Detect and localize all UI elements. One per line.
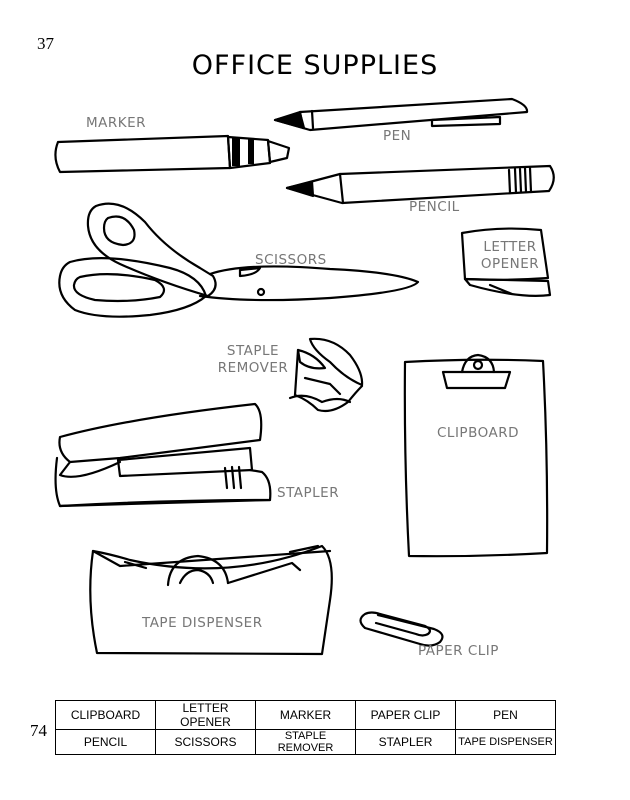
marker-icon [55, 136, 289, 172]
word-bank-row [56, 730, 556, 755]
label-tape-dispenser: TAPE DISPENSER [142, 615, 263, 631]
stapler-icon [56, 404, 271, 506]
word-bank-row [56, 701, 556, 730]
label-paper-clip: PAPER CLIP [418, 643, 499, 659]
staple-remover-icon [290, 339, 362, 411]
word-bank-table [55, 700, 556, 755]
label-letter-opener [472, 239, 548, 273]
label-pen: PEN [383, 128, 412, 144]
word-bank-cell: STAPLE REMOVER [256, 730, 356, 755]
page-number-bottom: 74 [30, 721, 47, 740]
paper-clip-icon [361, 613, 443, 646]
label-letter-opener-line1: LETTER [483, 239, 537, 255]
label-marker: MARKER [86, 115, 147, 131]
label-scissors: SCISSORS [255, 252, 327, 268]
label-clipboard: CLIPBOARD [437, 425, 519, 441]
label-letter-opener-line2: OPENER [480, 256, 540, 272]
word-bank-cell: STAPLER [356, 730, 456, 755]
tape-dispenser-icon [90, 546, 332, 654]
word-bank-cell: MARKER [256, 701, 356, 730]
pen-icon [275, 99, 527, 130]
label-stapler: STAPLER [277, 485, 340, 501]
scissors-icon [59, 204, 418, 317]
label-staple-remover [213, 343, 293, 377]
word-bank-cell: CLIPBOARD [56, 701, 156, 730]
word-bank-cell: PENCIL [56, 730, 156, 755]
page-title: OFFICE SUPPLIES [191, 50, 439, 81]
clipboard-icon [405, 355, 547, 556]
label-pencil: PENCIL [409, 199, 460, 215]
label-staple-remover-line1: STAPLE [226, 343, 280, 359]
word-bank-cell: PEN [456, 701, 556, 730]
label-staple-remover-line2: REMOVER [217, 360, 289, 376]
word-bank-cell: PAPER CLIP [356, 701, 456, 730]
word-bank-cell: SCISSORS [156, 730, 256, 755]
pencil-icon [287, 166, 554, 203]
page-number-top: 37 [37, 34, 54, 53]
word-bank-cell: LETTER OPENER [156, 701, 256, 730]
word-bank-cell: TAPE DISPENSER [456, 730, 556, 755]
